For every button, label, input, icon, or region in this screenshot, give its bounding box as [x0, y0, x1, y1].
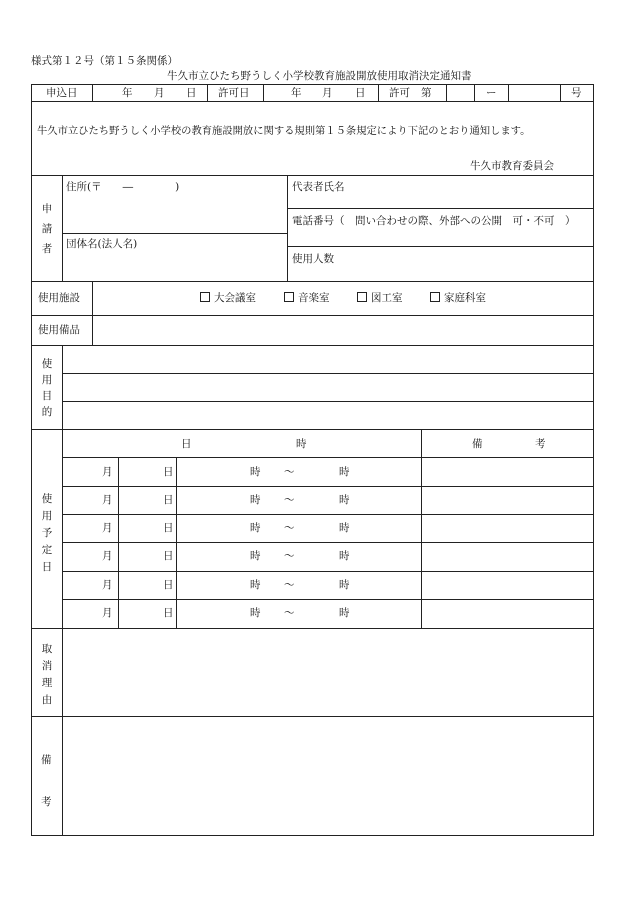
application-month: 月 [154, 87, 165, 99]
notice-issuer: 牛久市教育委員会 [470, 160, 554, 172]
remarks-label-1: 備 [41, 754, 52, 766]
schedule-row-day: 日 [163, 494, 174, 506]
schedule-row-end-hour: 時 [339, 579, 350, 591]
schedule-row-day: 日 [163, 607, 174, 619]
schedule-row-month: 月 [102, 522, 113, 534]
remarks-label-2: 考 [41, 796, 52, 808]
checkbox-icon [430, 292, 440, 302]
permit-month: 月 [322, 87, 333, 99]
schedule-row-day: 日 [163, 466, 174, 478]
schedule-row-end-hour: 時 [339, 607, 350, 619]
schedule-row-tilde: ～ [284, 522, 295, 534]
facility-option-conference[interactable]: 大会議室 [200, 292, 256, 304]
schedule-section-label: 使用予定日 [41, 493, 53, 573]
checkbox-icon [357, 292, 367, 302]
permit-year: 年 [291, 87, 302, 99]
schedule-row-start-hour: 時 [250, 466, 261, 478]
schedule-row-month: 月 [102, 494, 113, 506]
schedule-row-tilde: ～ [284, 466, 295, 478]
schedule-row-start-hour: 時 [250, 522, 261, 534]
schedule-header-remarks-1: 備 [472, 438, 483, 450]
schedule-row-month: 月 [102, 466, 113, 478]
schedule-row-end-hour: 時 [339, 550, 350, 562]
schedule-row-month: 月 [102, 550, 113, 562]
facility-option-art[interactable]: 図工室 [357, 292, 403, 304]
permit-no-label: 許可 [389, 87, 410, 99]
facility-label: 使用施設 [38, 292, 80, 304]
schedule-header-date: 日 [181, 438, 192, 450]
schedule-row-tilde: ～ [284, 607, 295, 619]
schedule-row-tilde: ～ [284, 579, 295, 591]
schedule-row-day: 日 [163, 550, 174, 562]
schedule-row-tilde: ～ [284, 550, 295, 562]
schedule-row-end-hour: 時 [339, 522, 350, 534]
address-label: 住所(〒 ― ) [66, 181, 180, 193]
phone-label: 電話番号（ 問い合わせの際、外部への公開 可・不可 ） [292, 215, 576, 227]
application-day: 日 [186, 87, 197, 99]
applicant-section-label: 申請者 [41, 203, 53, 255]
schedule-row-start-hour: 時 [250, 579, 261, 591]
user-count-label: 使用人数 [292, 253, 334, 265]
equipment-label: 使用備品 [38, 324, 80, 336]
schedule-header-remarks-2: 考 [535, 438, 546, 450]
org-name-label: 団体名(法人名) [66, 238, 138, 250]
schedule-row-end-hour: 時 [339, 494, 350, 506]
permit-date-label: 許可日 [218, 87, 250, 99]
schedule-row-start-hour: 時 [250, 550, 261, 562]
schedule-row-month: 月 [102, 607, 113, 619]
facility-option-home-economics[interactable]: 家庭科室 [430, 292, 486, 304]
form-title: 牛久市立ひたち野うしく小学校教育施設開放使用取消決定通知書 [167, 70, 472, 82]
facility-option-music[interactable]: 音楽室 [284, 292, 330, 304]
schedule-row-start-hour: 時 [250, 607, 261, 619]
form-frame [31, 84, 594, 836]
notice-text: 牛久市立ひたち野うしく小学校の教育施設開放に関する規則第１５条規定により下記のとおり通知します。 [37, 125, 531, 137]
schedule-row-day: 日 [163, 522, 174, 534]
schedule-header-time: 時 [296, 438, 307, 450]
application-year: 年 [122, 87, 133, 99]
schedule-row-end-hour: 時 [339, 466, 350, 478]
schedule-row-tilde: ～ [284, 494, 295, 506]
form-number: 様式第１２号（第１５条関係） [31, 55, 178, 67]
application-date-label: 申込日 [46, 87, 78, 99]
schedule-row-day: 日 [163, 579, 174, 591]
permit-no-dash: ー [486, 87, 497, 99]
representative-label: 代表者氏名 [292, 181, 345, 193]
cancel-reason-label: 取消理由 [41, 643, 53, 706]
purpose-label: 使用目的 [41, 358, 53, 418]
permit-no-dai: 第 [421, 87, 432, 99]
permit-day: 日 [355, 87, 366, 99]
permit-no-gou: 号 [571, 87, 582, 99]
checkbox-icon [200, 292, 210, 302]
checkbox-icon [284, 292, 294, 302]
schedule-row-month: 月 [102, 579, 113, 591]
schedule-row-start-hour: 時 [250, 494, 261, 506]
